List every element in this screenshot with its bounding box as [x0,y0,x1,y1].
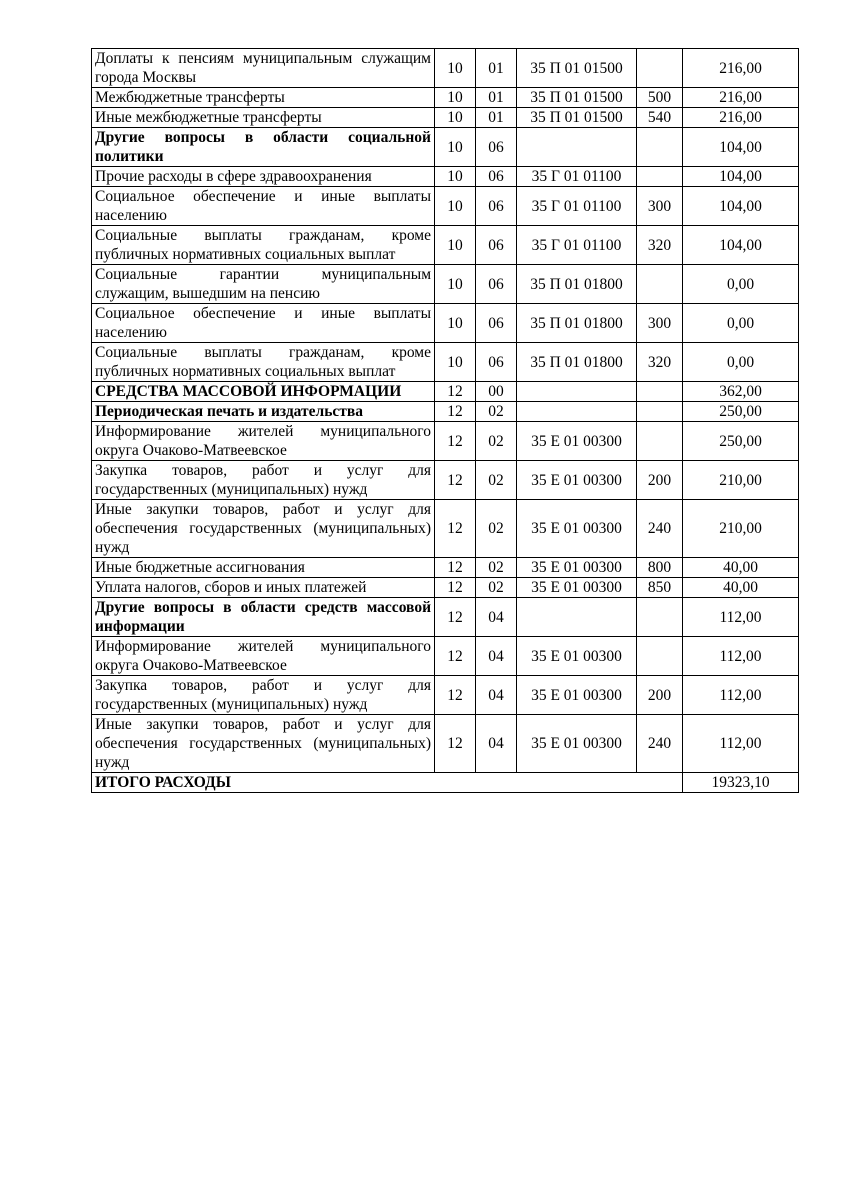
amount: 104,00 [683,187,799,226]
expense-type-code: 300 [637,187,683,226]
table-row [92,343,799,382]
target-article-code: 35 П 01 01500 [517,108,637,128]
expense-type-code: 240 [637,715,683,773]
section-code: 10 [435,343,476,382]
section-code: 12 [435,382,476,402]
amount: 250,00 [683,402,799,422]
table-row [92,108,799,128]
table-row [92,382,799,402]
expense-name: Социальные гарантии муниципальным служащим, вышедшим на пенсию [92,265,435,304]
expense-name: Иные закупки товаров, работ и услуг для обеспечения государственных (муниципальных) нужд [92,500,435,558]
table-row [92,226,799,265]
expense-name: Социальные выплаты гражданам, кроме публичных нормативных социальных выплат [92,343,435,382]
amount: 112,00 [683,715,799,773]
table-row [92,187,799,226]
target-article-code: 35 Г 01 01100 [517,167,637,187]
expense-name: Информирование жителей муниципального округа Очаково-Матвеевское [92,637,435,676]
subsection-code: 04 [476,676,517,715]
expense-type-code: 850 [637,578,683,598]
amount: 112,00 [683,637,799,676]
expense-type-code: 540 [637,108,683,128]
amount: 40,00 [683,558,799,578]
subsection-code: 06 [476,187,517,226]
table-row [92,676,799,715]
expense-name: Периодическая печать и издательства [92,402,435,422]
amount: 104,00 [683,226,799,265]
expense-name: Иные закупки товаров, работ и услуг для обеспечения государственных (муниципальных) нужд [92,715,435,773]
section-code: 12 [435,578,476,598]
target-article-code [517,598,637,637]
amount: 0,00 [683,343,799,382]
target-article-code: 35 П 01 01800 [517,265,637,304]
expense-name: Межбюджетные трансферты [92,88,435,108]
target-article-code: 35 Е 01 00300 [517,715,637,773]
section-code: 10 [435,265,476,304]
table-row [92,304,799,343]
target-article-code: 35 Г 01 01100 [517,187,637,226]
expense-name: Иные межбюджетные трансферты [92,108,435,128]
section-code: 12 [435,558,476,578]
amount: 104,00 [683,128,799,167]
section-code: 10 [435,167,476,187]
table-row [92,422,799,461]
subsection-code: 06 [476,265,517,304]
expense-type-code [637,382,683,402]
amount: 210,00 [683,500,799,558]
subsection-code: 01 [476,49,517,88]
expense-name: Другие вопросы в области средств массовой информации [92,598,435,637]
target-article-code: 35 Г 01 01100 [517,226,637,265]
amount: 0,00 [683,265,799,304]
table-row [92,88,799,108]
subsection-code: 01 [476,108,517,128]
target-article-code: 35 Е 01 00300 [517,461,637,500]
target-article-code: 35 Е 01 00300 [517,676,637,715]
expense-type-code: 300 [637,304,683,343]
target-article-code [517,128,637,167]
expense-name: Другие вопросы в области социальной политики [92,128,435,167]
subsection-code: 02 [476,500,517,558]
total-label: ИТОГО РАСХОДЫ [92,773,683,793]
subsection-code: 02 [476,558,517,578]
subsection-code: 04 [476,715,517,773]
target-article-code: 35 Е 01 00300 [517,500,637,558]
section-code: 10 [435,226,476,265]
target-article-code: 35 П 01 01500 [517,49,637,88]
expense-type-code: 800 [637,558,683,578]
amount: 210,00 [683,461,799,500]
total-sum: 19323,10 [683,773,799,793]
expense-type-code: 320 [637,343,683,382]
section-code: 10 [435,49,476,88]
expense-type-code: 200 [637,461,683,500]
expense-type-code [637,49,683,88]
amount: 216,00 [683,88,799,108]
section-code: 10 [435,187,476,226]
table-row [92,167,799,187]
expense-type-code [637,637,683,676]
target-article-code: 35 Е 01 00300 [517,422,637,461]
target-article-code: 35 П 01 01800 [517,304,637,343]
table-row [92,558,799,578]
subsection-code: 04 [476,598,517,637]
amount: 112,00 [683,598,799,637]
amount: 216,00 [683,108,799,128]
table-row [92,598,799,637]
table-row [92,49,799,88]
table-row [92,402,799,422]
table-row [92,637,799,676]
amount: 104,00 [683,167,799,187]
total-row [92,773,799,793]
subsection-code: 04 [476,637,517,676]
section-code: 12 [435,500,476,558]
section-code: 10 [435,128,476,167]
target-article-code: 35 Е 01 00300 [517,578,637,598]
subsection-code: 06 [476,226,517,265]
subsection-code: 00 [476,382,517,402]
expense-type-code [637,422,683,461]
expense-type-code [637,598,683,637]
budget-table-body [92,49,799,773]
section-code: 12 [435,637,476,676]
target-article-code: 35 Е 01 00300 [517,637,637,676]
expense-name: Иные бюджетные ассигнования [92,558,435,578]
expense-name: СРЕДСТВА МАССОВОЙ ИНФОРМАЦИИ [92,382,435,402]
subsection-code: 01 [476,88,517,108]
subsection-code: 02 [476,578,517,598]
subsection-code: 06 [476,343,517,382]
expense-name: Уплата налогов, сборов и иных платежей [92,578,435,598]
expense-name: Закупка товаров, работ и услуг для государственных (муниципальных) нужд [92,676,435,715]
expense-name: Социальные выплаты гражданам, кроме публичных нормативных социальных выплат [92,226,435,265]
target-article-code [517,382,637,402]
section-code: 12 [435,402,476,422]
amount: 362,00 [683,382,799,402]
table-row [92,715,799,773]
document-page [91,48,799,793]
expense-type-code [637,402,683,422]
amount: 112,00 [683,676,799,715]
expense-type-code [637,265,683,304]
expense-name: Закупка товаров, работ и услуг для государственных (муниципальных) нужд [92,461,435,500]
section-code: 12 [435,676,476,715]
section-code: 12 [435,598,476,637]
section-code: 10 [435,304,476,343]
amount: 216,00 [683,49,799,88]
target-article-code: 35 П 01 01800 [517,343,637,382]
expense-type-code [637,167,683,187]
subsection-code: 06 [476,304,517,343]
expense-name: Социальное обеспечение и иные выплаты населению [92,304,435,343]
expense-name: Социальное обеспечение и иные выплаты населению [92,187,435,226]
expense-name: Информирование жителей муниципального округа Очаково-Матвеевское [92,422,435,461]
expense-type-code: 320 [637,226,683,265]
section-code: 12 [435,422,476,461]
table-row [92,265,799,304]
amount: 250,00 [683,422,799,461]
section-code: 10 [435,88,476,108]
table-row [92,578,799,598]
amount: 40,00 [683,578,799,598]
expense-name: Прочие расходы в сфере здравоохранения [92,167,435,187]
expense-type-code: 200 [637,676,683,715]
target-article-code: 35 Е 01 00300 [517,558,637,578]
table-row [92,500,799,558]
target-article-code: 35 П 01 01500 [517,88,637,108]
section-code: 12 [435,461,476,500]
table-row [92,128,799,167]
section-code: 10 [435,108,476,128]
expense-type-code: 500 [637,88,683,108]
expense-name: Доплаты к пенсиям муниципальным служащим города Москвы [92,49,435,88]
subsection-code: 02 [476,422,517,461]
subsection-code: 02 [476,461,517,500]
subsection-code: 06 [476,128,517,167]
table-row [92,461,799,500]
expense-type-code: 240 [637,500,683,558]
budget-table [91,48,799,793]
subsection-code: 02 [476,402,517,422]
expense-type-code [637,128,683,167]
target-article-code [517,402,637,422]
subsection-code: 06 [476,167,517,187]
amount: 0,00 [683,304,799,343]
section-code: 12 [435,715,476,773]
